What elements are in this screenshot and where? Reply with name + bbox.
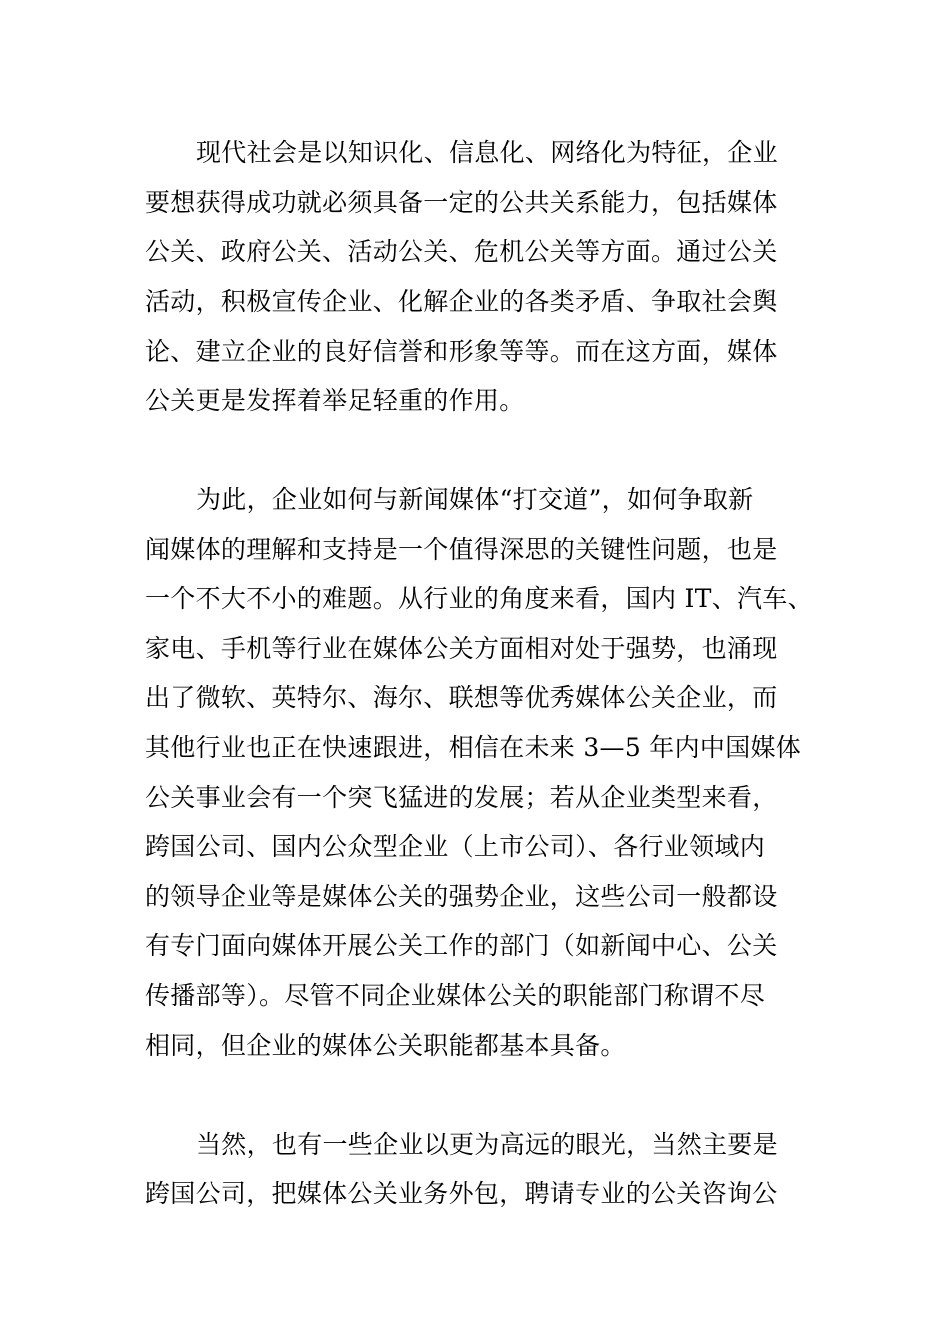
paragraph-2-line-10: 有专门面向媒体开展公关工作的部门（如新闻中心、公关 <box>145 931 778 960</box>
paragraph-1-line-2: 要想获得成功就必须具备一定的公共关系能力，包括媒体 <box>145 188 778 217</box>
paragraph-2-line-11: 传播部等）。尽管不同企业媒体公关的职能部门称谓不尽 <box>145 981 766 1010</box>
paragraph-2-line-9: 的领导企业等是媒体公关的强势企业，这些公司一般都设 <box>145 882 778 911</box>
paragraph-2-line-4: 家电、手机等行业在媒体公关方面相对处于强势，也涌现 <box>145 634 778 663</box>
paragraph-1-line-3: 公关、政府公关、活动公关、危机公关等方面。通过公关 <box>145 237 778 266</box>
paragraph-2-line-12: 相同，但企业的媒体公关职能都基本具备。 <box>145 1031 626 1060</box>
paragraph-2-line-7: 公关事业会有一个突飞猛进的发展；若从企业类型来看， <box>145 783 778 812</box>
paragraph-2-line-2: 闻媒体的理解和支持是一个值得深思的关键性问题，也是 <box>145 535 778 564</box>
paragraph-3-line-2: 跨国公司，把媒体公关业务外包，聘请专业的公关咨询公 <box>145 1179 778 1208</box>
paragraph-2-line-5: 出了微软、英特尔、海尔、联想等优秀媒体公关企业，而 <box>145 683 778 712</box>
paragraph-1-line-6: 公关更是发挥着举足轻重的作用。 <box>145 386 525 415</box>
paragraph-3-line-1: 当然，也有一些企业以更为高远的眼光，当然主要是 <box>196 1130 778 1159</box>
paragraph-2-line-1: 为此，企业如何与新闻媒体“打交道”，如何争取新 <box>196 485 754 514</box>
paragraph-1-line-1: 现代社会是以知识化、信息化、网络化为特征，企业 <box>196 138 778 167</box>
paragraph-2-line-6: 其他行业也正在快速跟进，相信在未来 3—5 年内中国媒体 <box>145 733 802 762</box>
paragraph-1-line-4: 活动，积极宣传企业、化解企业的各类矛盾、争取社会舆 <box>145 287 778 316</box>
paragraph-2-line-8: 跨国公司、国内公众型企业（上市公司）、各行业领域内 <box>145 832 766 861</box>
paragraph-1-line-5: 论、建立企业的良好信誉和形象等等。而在这方面，媒体 <box>145 337 778 366</box>
paragraph-2-line-3: 一个不大不小的难题。从行业的角度来看，国内 IT、汽车、 <box>145 584 813 613</box>
